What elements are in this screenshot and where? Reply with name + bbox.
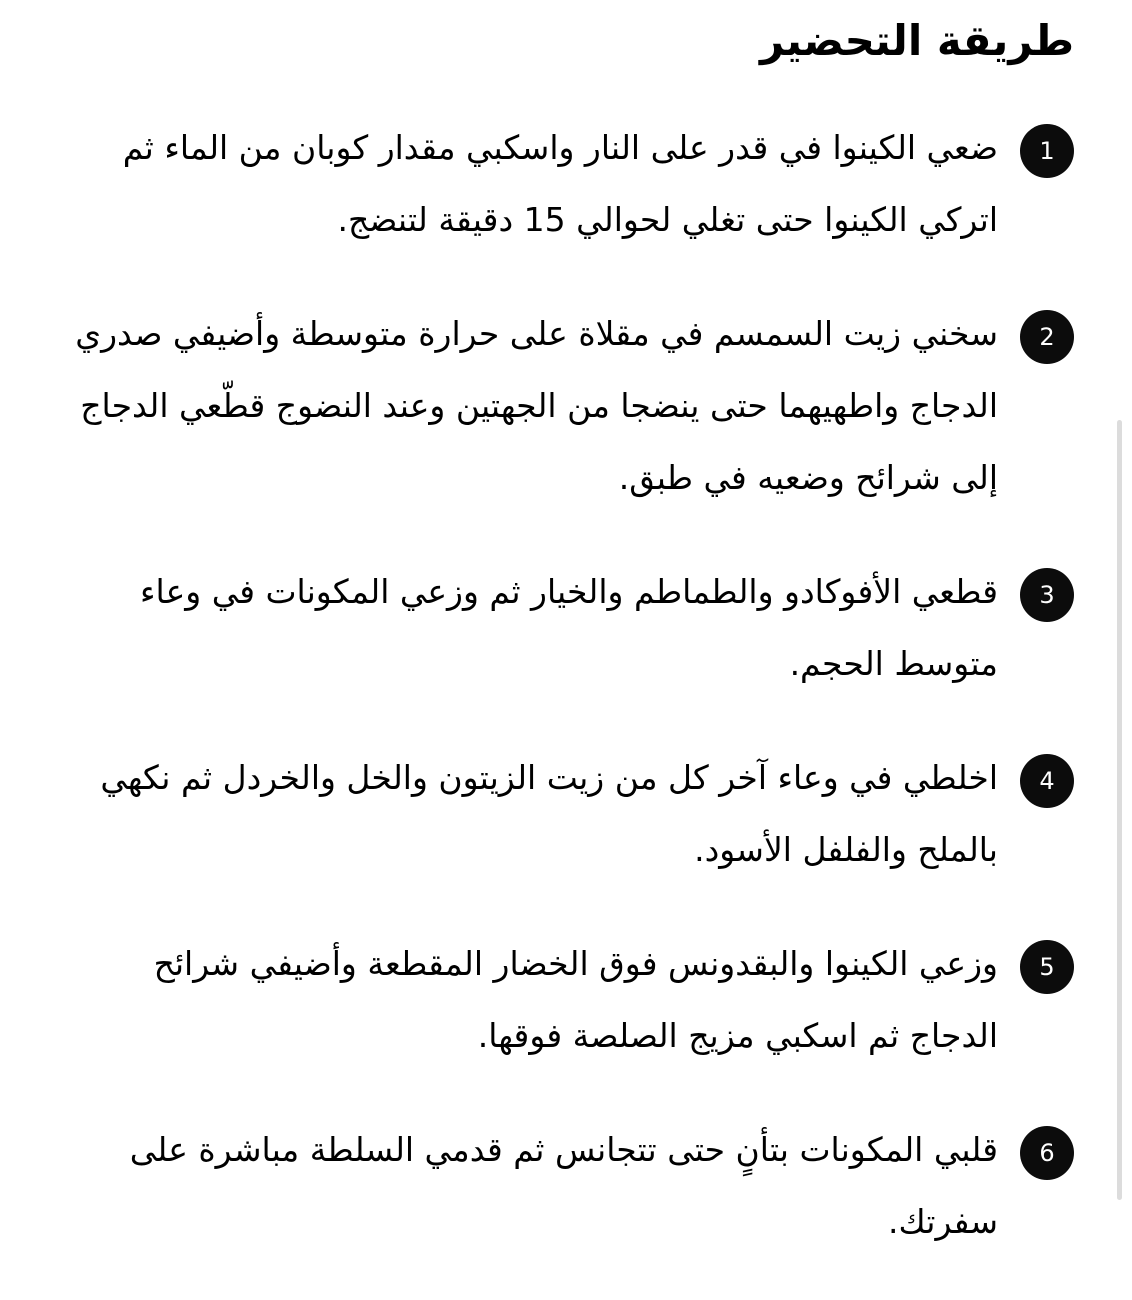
scrollbar-track[interactable] <box>1117 420 1122 1200</box>
step-number-badge: 5 <box>1020 940 1074 994</box>
step-number-badge: 2 <box>1020 310 1074 364</box>
step-item <box>74 742 1074 886</box>
step-item <box>74 1114 1074 1258</box>
step-item <box>74 556 1074 700</box>
step-text: اخلطي في وعاء آخر كل من زيت الزيتون والخل والخردل ثم نكهي بالملح والفلفل الأسود. <box>100 758 998 869</box>
step-text: ضعي الكينوا في قدر على النار واسكبي مقدار كوبان من الماء ثم اتركي الكينوا حتى تغلي لحوالي 15 دقيقة لتنضج. <box>122 128 998 239</box>
step-item <box>74 112 1074 256</box>
step-number-badge: 6 <box>1020 1126 1074 1180</box>
step-item <box>74 928 1074 1072</box>
step-number-badge: 4 <box>1020 754 1074 808</box>
steps-list <box>74 112 1074 1300</box>
section-title: طريقة التحضير <box>759 16 1074 65</box>
step-text: وزعي الكينوا والبقدونس فوق الخضار المقطعة وأضيفي شرائح الدجاج ثم اسكبي مزيج الصلصة فوقها. <box>153 944 998 1055</box>
step-text: قطعي الأفوكادو والطماطم والخيار ثم وزعي المكونات في وعاء متوسط الحجم. <box>140 572 998 683</box>
step-number-badge: 1 <box>1020 124 1074 178</box>
step-number-badge: 3 <box>1020 568 1074 622</box>
step-item <box>74 298 1074 514</box>
step-text: قلبي المكونات بتأنٍ حتى تتجانس ثم قدمي السلطة مباشرة على سفرتك. <box>129 1130 998 1241</box>
step-text: سخني زيت السمسم في مقلاة على حرارة متوسطة وأضيفي صدري الدجاج واطهيهما حتى ينضجا من الجهتين وعند النضوج قطّعي الدجاج إلى شرائح وضعيه في طبق. <box>75 314 998 497</box>
